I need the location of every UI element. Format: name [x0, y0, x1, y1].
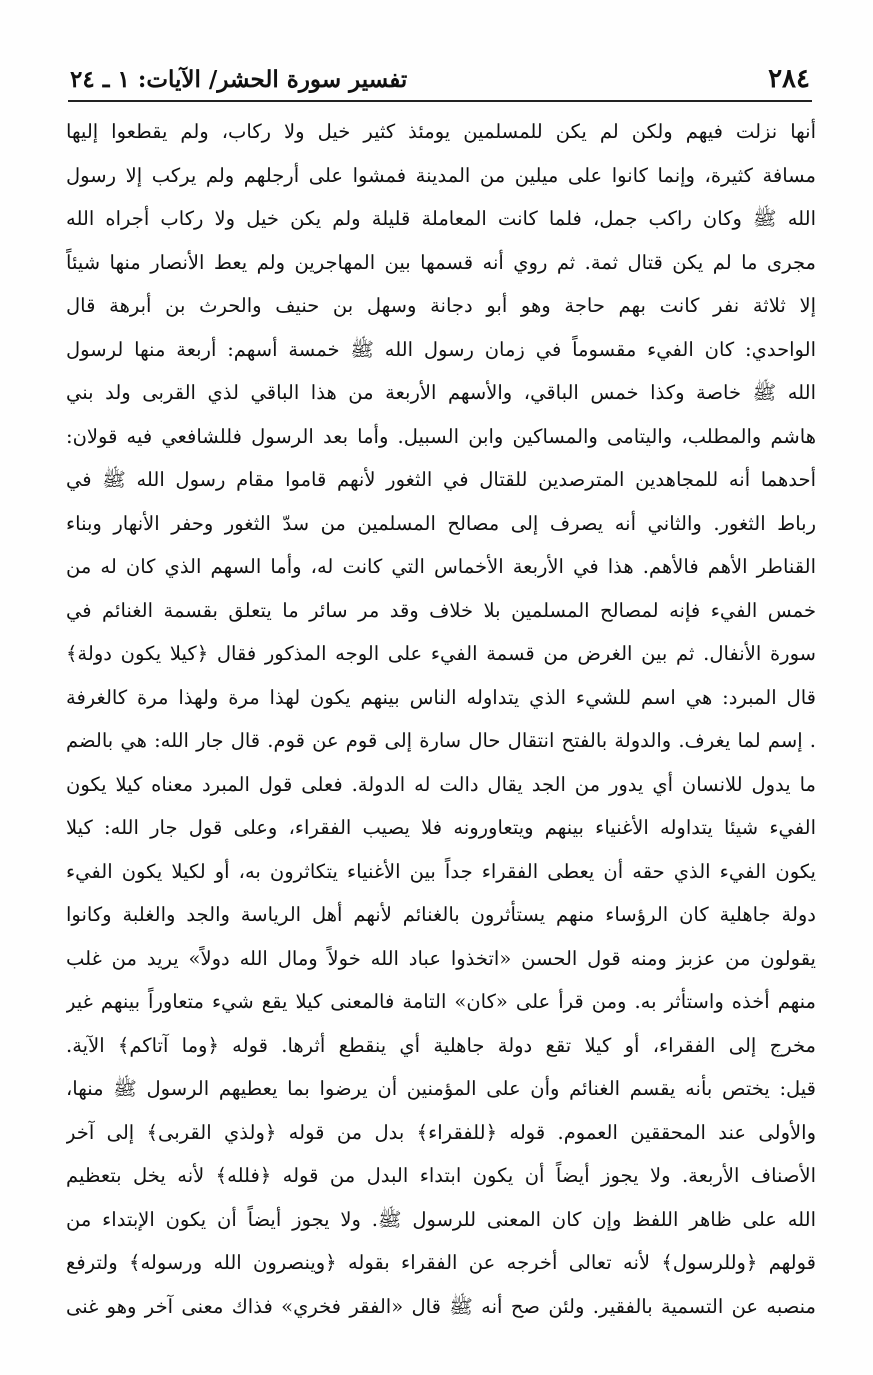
text-line: . إسم لما يغرف. والدولة بالفتح انتقال حال سارة إلى قوم عن قوم. قال جار الله: هي بالضم — [66, 729, 816, 752]
text-line: إلا ثلاثة نفر كانت بهم حاجة وهو أبو دجانة وسهل بن حنيف والحرث بن أبرهة قال — [66, 294, 816, 317]
text-line: الله ﷺ خاصة وكذا خمس الباقي، والأسهم الأربعة من هذا الباقي لذي القربى ولد بني — [66, 381, 816, 404]
text-line: الفيء شيئا يتداوله الأغنياء بينهم ويتعاورونه فلا يصيب الفقراء، وعلى قول جار الله: كيلا — [66, 816, 816, 839]
text-line: منهم أخذه واستأثر به. ومن قرأ على «كان» التامة فالمعنى كيلا يقع شيء متعاوراً بينهم غير — [66, 990, 816, 1013]
text-line: الواحدي: كان الفيء مقسوماً في زمان رسول الله ﷺ خمسة أسهم: أربعة منها لرسول — [66, 337, 816, 361]
text-line: القناطر الأهم فالأهم. هذا في الأربعة الأخماس التي كانت له، وأما السهم الذي كان له من — [66, 555, 816, 578]
text-line: مخرج إلى الفقراء، أو كيلا تقع دولة جاهلية أي ينقطع أثرها. قوله ﴿وما آتاكم﴾ الآية. — [66, 1033, 816, 1057]
text-line: مجرى ما لم يكن قتال ثمة. ثم روي أنه قسمها بين المهاجرين ولم يعط الأنصار منها شيئاً — [66, 250, 816, 274]
text-line: الله على ظاهر اللفظ وإن كان المعنى للرسول ﷺ. ولا يجوز أيضاً أن يكون الإبتداء من — [66, 1207, 816, 1231]
body-text — [66, 110, 816, 1328]
text-line: الأصناف الأربعة. ولا يجوز أيضاً أن يكون ابتداء البدل من قوله ﴿فلله﴾ لأنه يخل بتعظيم — [66, 1164, 816, 1187]
text-line: هاشم والمطلب، واليتامى والمساكين وابن السبيل. وأما بعد الرسول فللشافعي فيه قولان: — [66, 424, 816, 448]
text-line: دولة جاهلية كان الرؤساء منهم يستأثرون بالغنائم لأنهم أهل الرياسة والجد والغلبة وكانوا — [66, 903, 816, 926]
header-rule — [68, 100, 812, 102]
text-line: خمس الفيء فإنه لمصالح المسلمين بلا خلاف وقد مر سائر ما يتعلق بقسمة الغنائم في — [66, 598, 816, 622]
running-title: تفسير سورة الحشر/ الآيات: ١ ـ ٢٤ — [70, 66, 408, 93]
text-line: رباط الثغور. والثاني أنه يصرف إلى مصالح المسلمين من سدّ الثغور وحفر الأنهار وبناء — [66, 511, 816, 535]
text-line: أنها نزلت فيهم ولكن لم يكن للمسلمين يومئذ كثير خيل ولا ركاب، ولم يقطعوا إليها — [66, 120, 816, 143]
text-line: قيل: يختص بأنه يقسم الغنائم وأن على المؤمنين أن يرضوا بما يعطيهم الرسول ﷺ منها، — [66, 1077, 816, 1100]
page-number: ٢٨٤ — [768, 64, 810, 94]
text-line: يقولون من عزبز ومنه قول الحسن «اتخذوا عباد الله خولاً ومال الله دولاً» يريد من غلب — [66, 946, 816, 970]
text-line: قولهم ﴿وللرسول﴾ لأنه تعالى أخرجه عن الفقراء بقوله ﴿وينصرون الله ورسوله﴾ ولترفع — [66, 1251, 816, 1274]
text-line: والأولى عند المحققين العموم. قوله ﴿للفقراء﴾ بدل من قوله ﴿ولذي القربى﴾ إلى آخر — [66, 1120, 816, 1144]
text-line: سورة الأنفال. ثم بين الغرض من قسمة الفيء على الوجه المذكور فقال ﴿كيلا يكون دولة﴾ — [66, 642, 816, 665]
page-header — [70, 60, 810, 98]
text-line: منصبه عن التسمية بالفقير. ولئن صح أنه ﷺ قال «الفقر فخري» فذاك معنى آخر وهو غنى — [66, 1294, 816, 1318]
text-line: الله ﷺ وكان راكب جمل، فلما كانت المعاملة قليلة ولم يكن خيل ولا ركاب أجراه الله — [66, 207, 816, 230]
text-line: ما يدول للانسان أي يدور من الجد يقال دالت له الدولة. فعلى قول المبرد معناه كيلا يكون — [66, 772, 816, 796]
text-line: أحدهما أنه للمجاهدين المترصدين للقتال في الثغور لأنهم قاموا مقام رسول الله ﷺ في — [66, 468, 816, 491]
text-line: مسافة كثيرة، وإنما كانوا على ميلين من المدينة فمشوا على أرجلهم ولم يركب إلا رسول — [66, 163, 816, 187]
text-line: قال المبرد: هي اسم للشيء الذي يتداوله الناس بينهم يكون لهذا مرة ولهذا مرة كالغرفة — [66, 685, 816, 709]
text-line: يكون الفيء الذي حقه أن يعطى الفقراء جداً بين الأغنياء يتكاثرون به، أو لكيلا يكون الفيء — [66, 859, 816, 883]
